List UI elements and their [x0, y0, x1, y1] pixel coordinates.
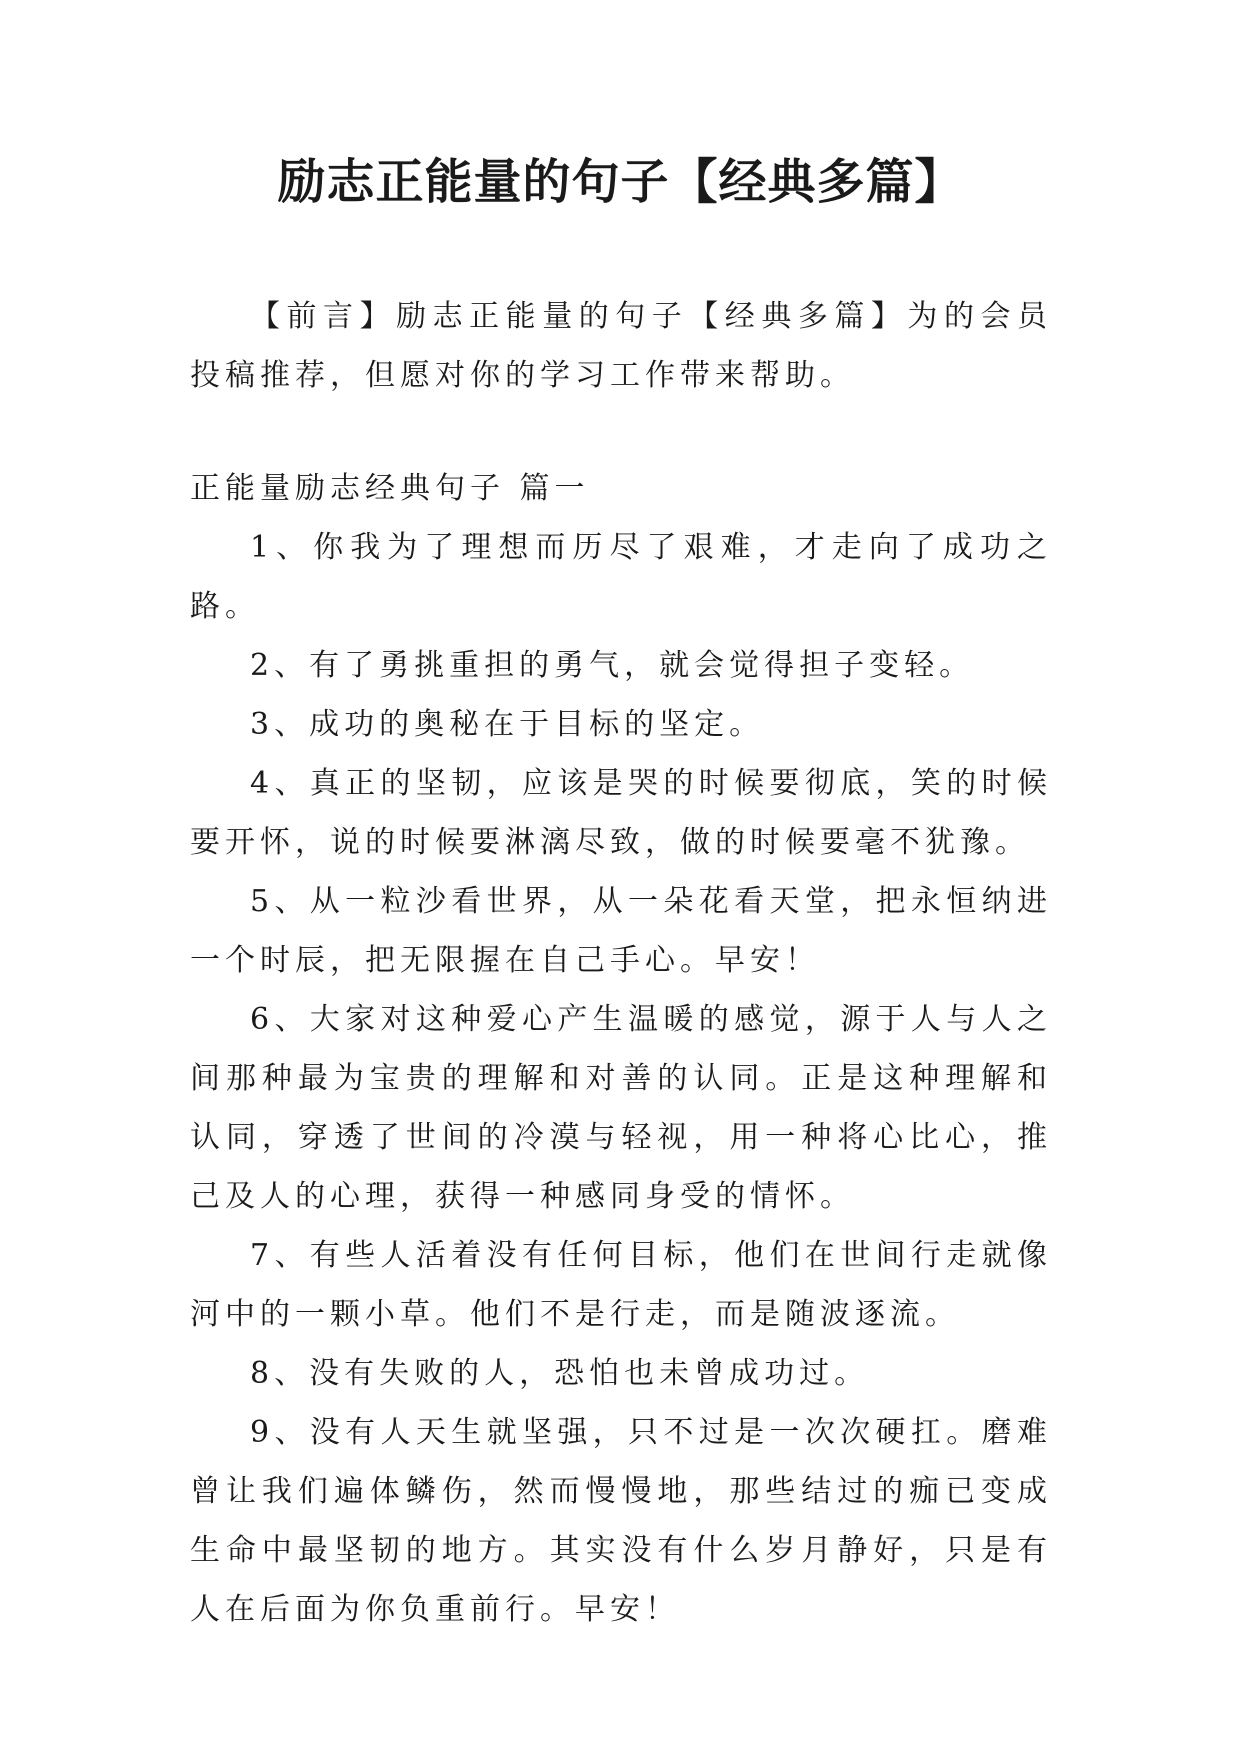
- list-item: 1、你我为了理想而历尽了艰难，才走向了成功之路。: [190, 530, 1052, 624]
- list-item: 7、有些人活着没有任何目标，他们在世间行走就像河中的一颗小草。他们不是行走，而是随波逐流。: [190, 1238, 1052, 1332]
- list-item: 5、从一粒沙看世界，从一朵花看天堂，把永恒纳进一个时辰，把无限握在自己手心。早安！: [190, 884, 1052, 978]
- list-item: 8、没有失败的人，恐怕也未曾成功过。: [250, 1356, 870, 1391]
- list-item: 4、真正的坚韧，应该是哭的时候要彻底，笑的时候要开怀，说的时候要淋漓尽致，做的时候要毫不犹豫。: [190, 766, 1052, 860]
- content-block: [190, 459, 1052, 1639]
- list-item: 2、有了勇挑重担的勇气，就会觉得担子变轻。: [250, 648, 975, 683]
- document-title: 励志正能量的句子【经典多篇】: [277, 154, 964, 210]
- list-item: 3、成功的奥秘在于目标的坚定。: [250, 707, 765, 742]
- preface-paragraph: 【前言】励志正能量的句子【经典多篇】为的会员投稿推荐，但愿对你的学习工作带来帮助。: [190, 299, 1052, 393]
- list-item: 6、大家对这种爱心产生温暖的感觉，源于人与人之间那种最为宝贵的理解和对善的认同。正是这种理解和认同，穿透了世间的冷漠与轻视，用一种将心比心，推己及人的心理，获得一种感同身受的情怀。: [190, 1002, 1052, 1214]
- section-title: 正能量励志经典句子 篇一: [190, 471, 590, 506]
- list-item: 9、没有人天生就坚强，只不过是一次次硬扛。磨难曾让我们遍体鳞伤，然而慢慢地，那些结过的痂已变成生命中最坚韧的地方。其实没有什么岁月静好，只是有人在后面为你负重前行。早安！: [190, 1415, 1052, 1627]
- preface-block: [190, 287, 1052, 405]
